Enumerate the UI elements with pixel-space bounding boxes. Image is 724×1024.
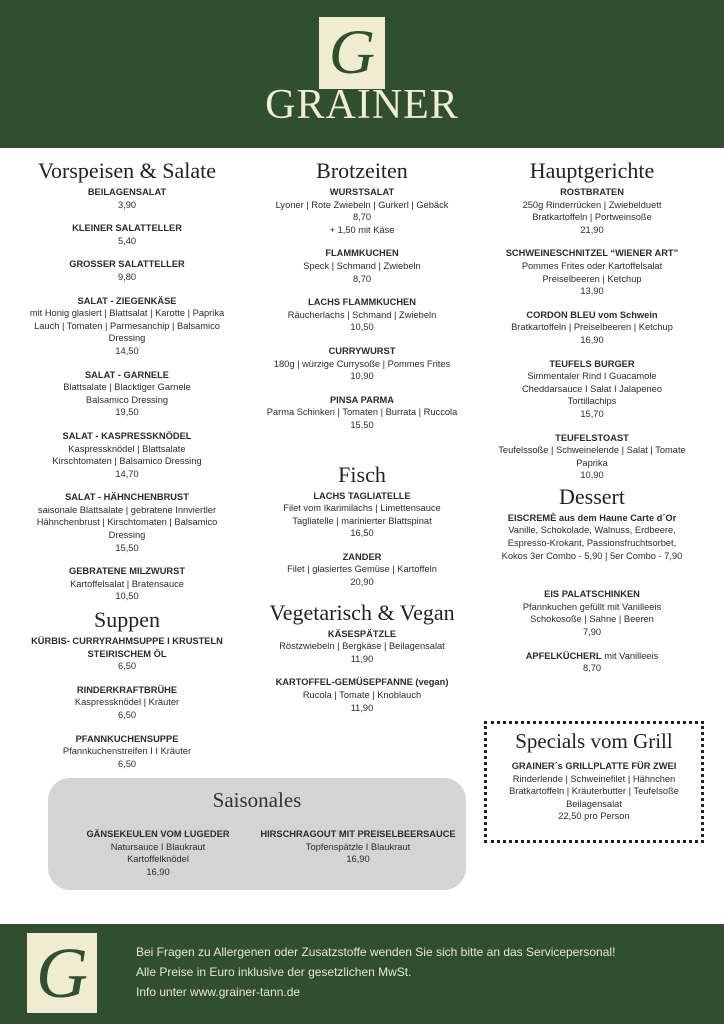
item-price: 6,50 <box>117 758 137 769</box>
section-title: Suppen <box>94 607 160 633</box>
menu-item <box>20 369 234 419</box>
footer-info <box>136 942 615 1002</box>
item-price: 15,50 <box>350 419 374 430</box>
item-name: RINDERKRAFTBRÜHE <box>76 684 178 695</box>
item-price: 3,90 <box>117 199 137 210</box>
item-desc: saisonale Blattsalate | gebratene Innviertler Hähnchenbrust | Kirschtomaten | Balsamico Dressing <box>36 504 218 541</box>
item-desc: Pfannkuchenstreifen I I Kräuter <box>62 746 192 757</box>
section-title: Dessert <box>559 483 625 509</box>
item-name: CORDON BLEU vom Schwein <box>526 309 658 320</box>
item-name: TEUFELS BURGER <box>549 358 635 369</box>
section-fisch <box>254 462 470 589</box>
item-price: 14,70 <box>115 468 139 479</box>
item-price: 22,50 pro Person <box>558 811 630 822</box>
section-vorspeisen <box>20 158 234 603</box>
item-desc: Speck | Schmand | Zwiebeln <box>303 260 421 271</box>
item-price: 20,90 <box>350 577 374 588</box>
menu-item <box>20 295 234 358</box>
footer-logo <box>27 933 97 1013</box>
brand-logo <box>319 17 385 89</box>
item-price: 10,90 <box>350 371 374 382</box>
menu-item <box>254 676 470 714</box>
item-price: 16,90 <box>346 854 370 865</box>
section-dessert <box>484 484 700 675</box>
item-price: 15,50 <box>115 542 139 553</box>
menu-item <box>254 186 470 236</box>
svg-text:G: G <box>36 933 88 1013</box>
menu-item <box>20 491 234 554</box>
item-name: PFANNKUCHENSUPPE <box>75 733 179 744</box>
menu-item <box>254 345 470 383</box>
item-name: SALAT - HÄHNCHENBRUST <box>65 492 189 503</box>
item-desc: Kaspressknödel | Kräuter <box>74 697 180 708</box>
item-price: 10,50 <box>350 322 374 333</box>
item-desc: Röstzwiebeln | Bergkäse | Beilagensalat <box>279 641 445 652</box>
menu-item <box>20 733 234 771</box>
svg-text:G: G <box>328 17 376 87</box>
item-price: 21,90 <box>580 224 604 235</box>
menu-item <box>253 828 463 866</box>
menu-item <box>20 222 234 247</box>
item-desc: Rinderlende | Schweinefilet | Hähnchen Bratkartoffeln | Kräuterbutter | Teufelsoße Beilagensalat <box>509 773 679 809</box>
header-banner <box>0 0 724 148</box>
item-name: EISCREMÈ aus dem Haune Carte d´Or <box>507 512 677 523</box>
menu-item <box>254 628 470 666</box>
section-vegetarisch <box>254 600 470 715</box>
item-name: PINSA PARMA <box>329 394 395 405</box>
item-name: GEBRATENE MILZWURST <box>68 566 186 577</box>
item-desc: mit Honig glasiert | Blattsalat | Karotte | Paprika Lauch | Tomaten | Parmesanchip | Balsamico Dressing <box>29 308 225 344</box>
menu-item <box>254 394 470 432</box>
section-title: Hauptgerichte <box>529 158 655 183</box>
item-desc: Blattsalate | Blacktiger Garnele Balsamico Dressing <box>63 382 191 405</box>
item-desc: Teufelssoße | Schweinelende | Salat | Tomate Paprika <box>498 445 686 468</box>
menu-item <box>484 512 700 562</box>
item-price: 10,50 <box>115 591 139 602</box>
item-name: KÄSESPÄTZLE <box>327 628 397 639</box>
item-desc: Parma Schinken | Tomaten | Burrata | Ruccola <box>266 407 458 418</box>
item-name-extra: mit Vanilleeis <box>601 650 659 661</box>
item-name: ROSTBRATEN <box>560 187 624 197</box>
item-name: ZANDER <box>342 551 382 562</box>
menu-item <box>484 309 700 347</box>
menu-item <box>20 635 234 673</box>
item-name: FLAMMKUCHEN <box>325 248 399 259</box>
item-desc: Räucherlachs | Schmand | Zwiebeln <box>287 309 437 320</box>
menu-item <box>20 258 234 283</box>
item-price: 16,90 <box>146 866 170 877</box>
item-desc: Kartoffelsalat | Bratensauce <box>70 578 184 589</box>
item-desc: Bratkartoffeln | Preiselbeeren | Ketchup <box>511 322 673 333</box>
menu-item <box>20 684 234 722</box>
item-name: LACHS FLAMMKUCHEN <box>308 297 416 308</box>
item-name: KLEINER SALATTELLER <box>72 223 182 234</box>
item-name: CURRYWURST <box>328 345 396 356</box>
item-desc: Kaspressknödel | Blattsalate Kirschtomaten | Balsamico Dressing <box>52 443 202 467</box>
item-name: SALAT - ZIEGENKÄSE <box>77 295 177 306</box>
item-name: HIRSCHRAGOUT MIT PREISELBEERSAUCE <box>260 829 456 839</box>
item-price: 6,50 <box>117 710 137 720</box>
item-name: SCHWEINESCHNITZEL “WIENER ART” <box>505 248 679 259</box>
menu-item <box>487 760 701 823</box>
item-price: 8,70 <box>582 663 602 674</box>
item-price: 11,90 <box>350 702 374 713</box>
section-brotzeiten <box>254 158 470 432</box>
item-price: 8,70 + 1,50 mit Käse <box>329 212 395 235</box>
menu-item <box>58 828 258 878</box>
menu-item <box>20 430 234 480</box>
item-price: 16,50 <box>350 528 374 539</box>
item-price: 10,90 <box>580 470 604 481</box>
section-title: Saisonales <box>212 788 302 812</box>
item-price: 14,50 <box>115 345 139 356</box>
item-price: 11,90 <box>350 653 374 664</box>
item-desc: Filet | glasiertes Gemüse | Kartoffeln <box>287 564 437 575</box>
item-desc: Pfannkuchen gefüllt mit Vanilleeis Schokosoße | Sahne | Beeren <box>522 601 662 625</box>
item-desc: Vanille, Schokolade, Walnuss, Erdbeere, Espresso-Krokant, Passionsfruchtsorbet, Kokos 3er Combo - 5,90 | 5er Combo - 7,90 <box>501 525 683 561</box>
section-title: Specials vom Grill <box>515 729 673 753</box>
item-name: BEILAGENSALAT <box>87 187 167 197</box>
section-title: Fisch <box>338 461 386 487</box>
item-name: SALAT - GARNELE <box>84 369 169 380</box>
website-info[interactable]: Info unter www.grainer-tann.de <box>136 985 301 999</box>
grill-specials-box <box>484 721 704 843</box>
item-price: 8,70 <box>352 273 372 284</box>
item-desc: Rucola | Tomate | Knoblauch <box>302 690 422 701</box>
item-desc: Topfenspätzle I Blaukraut <box>305 841 411 852</box>
item-name: EIS PALATSCHINKEN <box>544 589 640 600</box>
item-name: GRAINER´s GRILLPLATTE FÜR ZWEI <box>511 761 677 771</box>
item-name: LACHS TAGLIATELLE <box>313 490 411 501</box>
item-price: 15,70 <box>580 408 604 419</box>
menu-item <box>484 650 700 675</box>
section-suppen <box>20 607 234 770</box>
item-name: KÜRBIS- CURRYRAHMSUPPE I KRUSTELN STEIRISCHEM ÖL <box>31 636 223 659</box>
item-desc: 250g Rinderrücken | Zwiebelduett Bratkartoffeln | Portweinsoße <box>522 199 662 223</box>
item-name: GROSSER SALATTELLER <box>69 259 185 270</box>
item-name: GÄNSEKEULEN VOM LUGEDER <box>86 829 230 839</box>
section-title: Vegetarisch & Vegan <box>269 599 455 625</box>
item-desc: Lyoner | Rote Zwiebeln | Gurkerl | Gebäck <box>275 199 449 210</box>
menu-item <box>254 296 470 334</box>
item-desc: Filet vom Ikarimilachs | Limettensauce Tagliatelle | marinierter Blattspinat <box>283 503 441 526</box>
menu-item <box>20 186 234 211</box>
item-price: 5,40 <box>117 235 137 246</box>
item-price: 7,90 <box>582 627 602 638</box>
item-price: 9,80 <box>117 271 137 282</box>
item-name: APFELKÜCHERL <box>525 650 602 661</box>
item-price: 13,90 <box>580 286 604 297</box>
item-desc: Natursauce I Blaukraut Kartoffelknödel <box>110 841 206 865</box>
item-price: 16,90 <box>580 334 604 345</box>
section-title: Brotzeiten <box>316 158 408 183</box>
item-price: 19,50 <box>115 407 139 418</box>
menu-item <box>254 551 470 589</box>
item-name: TEUFELSTOAST <box>555 432 629 443</box>
menu-item <box>254 247 470 285</box>
item-desc: Pommes Frites oder Kartoffelsalat Preiselbeeren | Ketchup <box>521 260 663 284</box>
g-monogram-icon <box>27 933 97 1013</box>
item-name: KARTOFFEL-GEMÜSEPFANNE (vegan) <box>275 677 449 688</box>
price-notice: Alle Preise in Euro inklusive der gesetzlichen MwSt. <box>136 965 412 979</box>
column-left <box>20 158 234 781</box>
menu-item <box>484 588 700 638</box>
allergen-notice: Bei Fragen zu Allergenen oder Zusatzstoffe wenden Sie sich bitte an das Servicepersonal! <box>136 945 616 959</box>
item-name: SALAT - KASPRESSKNÖDEL <box>62 430 192 441</box>
column-right <box>484 158 700 686</box>
menu-item <box>484 432 700 482</box>
item-desc: 180g | würzige Currysoße | Pommes Frites <box>273 358 451 369</box>
menu-item <box>20 565 234 603</box>
item-desc: Simmentaler Rind I Guacamole Cheddarsauce I Salat I Jalapeneo Tortillachips <box>521 371 663 407</box>
section-hauptgerichte <box>484 158 700 482</box>
section-title: Vorspeisen & Salate <box>37 158 216 183</box>
g-monogram-icon <box>319 17 385 89</box>
seasonal-box <box>48 778 466 890</box>
menu-item <box>484 358 700 421</box>
item-name: WURSTSALAT <box>329 187 395 197</box>
brand-name: GRAINER <box>265 82 459 128</box>
menu-item <box>484 247 700 297</box>
menu-item <box>254 490 470 540</box>
column-middle <box>254 158 470 725</box>
menu-item <box>484 186 700 236</box>
item-price: 6,50 <box>117 661 137 672</box>
